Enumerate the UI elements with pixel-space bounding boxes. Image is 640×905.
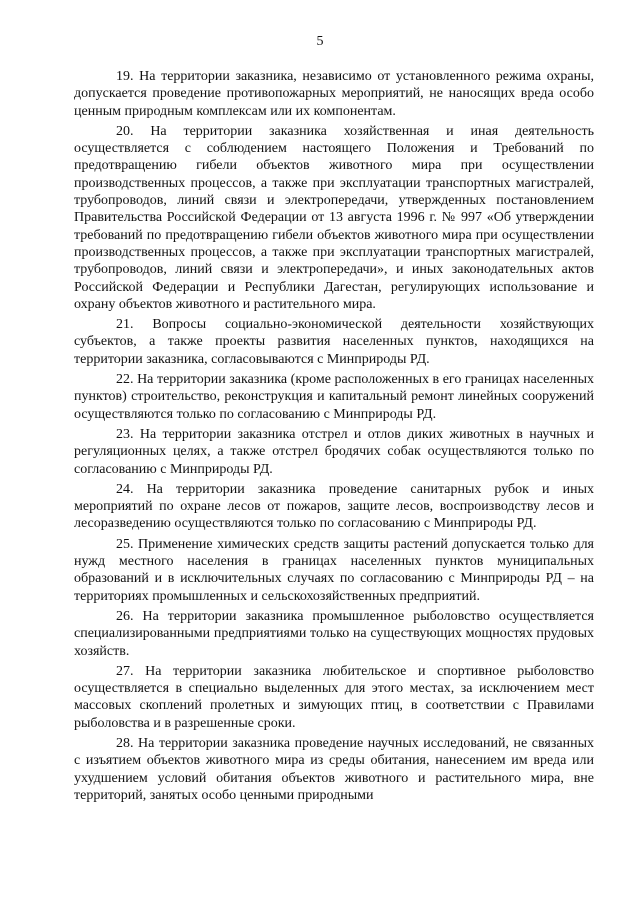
paragraph-24: 24. На территории заказника проведение санитарных рубок и иных мероприятий по охране лесов от пожаров, защите лесов, воспроизводству лесов и лесоразведению осуществляются только по согласованию с Минприроды РД. <box>74 481 594 532</box>
paragraph-26: 26. На территории заказника промышленное рыболовство осуществляется специализированными предприятиями только на существующих мощностях прудовых хозяйств. <box>74 608 594 659</box>
paragraph-25: 25. Применение химических средств защиты растений допускается только для нужд местного населения в границах населенных пунктов муниципальных образований и в исключительных случаях по согласованию с Минприроды РД – на территориях промышленных и сельскохозяйственных предприятий. <box>74 536 594 604</box>
document-body <box>74 68 594 807</box>
paragraph-19: 19. На территории заказника, независимо от установленного режима охраны, допускается проведение противопожарных мероприятий, не наносящих вреда особо ценным природным комплексам или их компонентам. <box>74 69 594 119</box>
page-number: 5 <box>316 34 324 49</box>
paragraph-23: 23. На территории заказника отстрел и отлов диких животных в научных и регуляционных целях, а также отстрел бродячих собак осуществляются только по согласованию с Минприроды РД. <box>74 426 594 477</box>
paragraph-22: 22. На территории заказника (кроме расположенных в его границах населенных пунктов) строительство, реконструкция и капитальный ремонт линейных сооружений осуществляются только по согласованию с Минприроды РД. <box>74 372 594 422</box>
paragraph-21: 21. Вопросы социально-экономической деятельности хозяйствующих субъектов, а также проекты развития населенных пунктов, находящихся на территории заказника, согласовываются с Минприроды РД. <box>74 317 594 367</box>
paragraph-20: 20. На территории заказника хозяйственная и иная деятельность осуществляется с соблюдением настоящего Положения и Требований по предотвращению гибели объектов животного мира при осуществлении производственных процессов, а также при эксплуатации транспортных магистралей, трубопроводов, линий связи и электропередачи, утвержденных постановлением Правительства Российской Федерации от 13 августа 1996 г. № 997 «Об утверждении требований по предотвращению гибели объектов животного мира при осуществлении производственных процессов, а также при эксплуатации транспортных магистралей, трубопроводов, линий связи и электропередачи», и иных законодательных актов Российской Федерации и Республики Дагестан, регулирующих использование и охрану объектов животного и растительного мира. <box>74 123 594 312</box>
paragraph-28: 28. На территории заказника проведение научных исследований, не связанных с изъятием объектов животного мира из среды обитания, нанесением им вреда или ухудшением условий обитания объектов животного и растительного мира, вне территорий, занятых особо ценными природными <box>74 735 594 803</box>
paragraph-27: 27. На территории заказника любительское и спортивное рыболовство осуществляется в специально выделенных для этого местах, за исключением мест массовых скоплений пролетных и зимующих птиц, в соответствии с Правилами рыболовства и в разрешенные сроки. <box>74 663 594 731</box>
